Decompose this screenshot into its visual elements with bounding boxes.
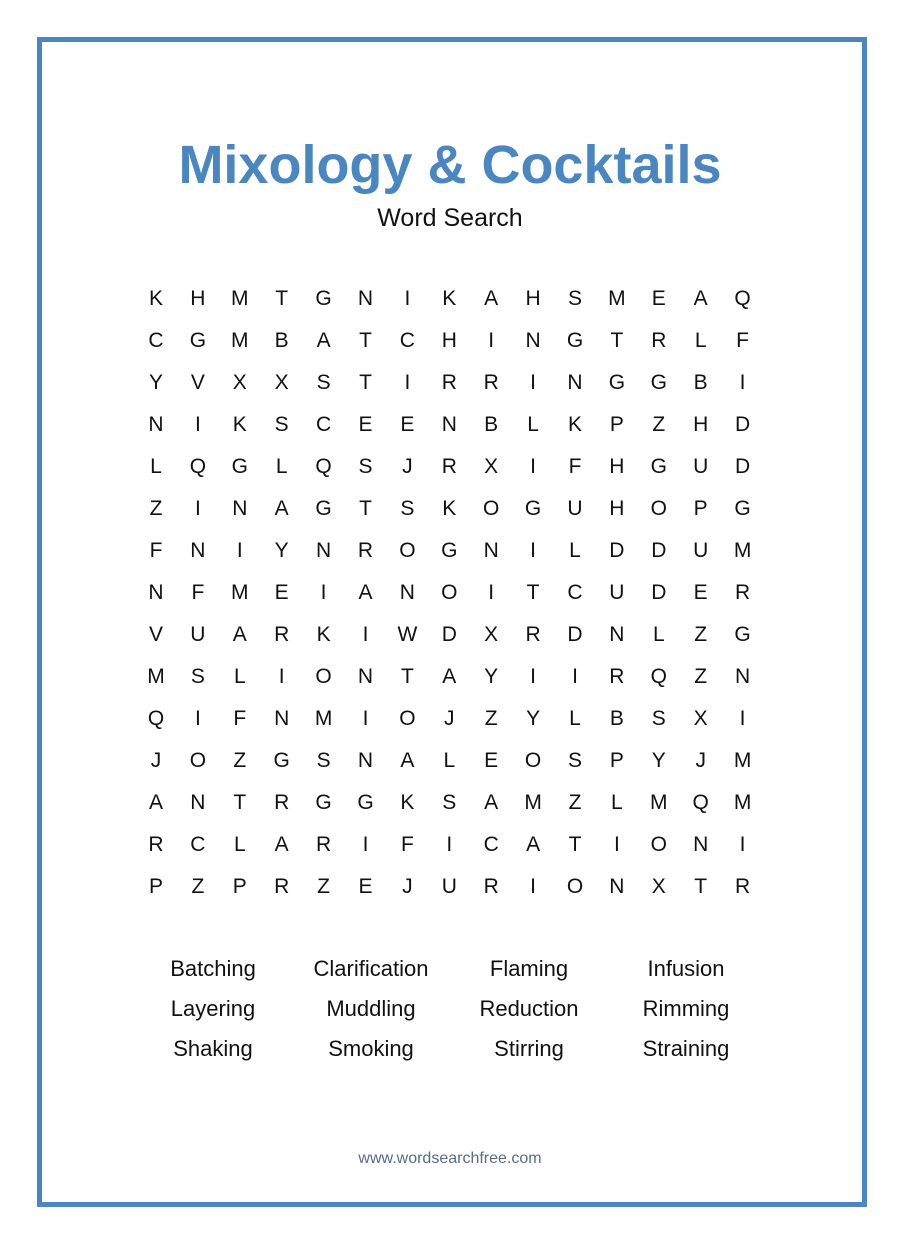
- grid-letter[interactable]: R: [483, 875, 499, 898]
- grid-letter[interactable]: R: [357, 539, 374, 562]
- grid-letter[interactable]: Z: [233, 749, 247, 772]
- grid-letter[interactable]: G: [608, 371, 626, 394]
- grid-letter[interactable]: N: [609, 623, 625, 646]
- grid-letter[interactable]: P: [693, 497, 708, 520]
- grid-letter[interactable]: K: [148, 287, 163, 310]
- grid-letter[interactable]: G: [524, 497, 542, 520]
- word-list-item: Rimming: [642, 996, 730, 1021]
- grid-letter[interactable]: R: [735, 581, 751, 604]
- grid-letter[interactable]: A: [526, 833, 541, 856]
- grid-letter[interactable]: Z: [191, 875, 205, 898]
- grid-letter[interactable]: A: [148, 791, 163, 814]
- word-list-item: Straining: [642, 1036, 730, 1061]
- grid-letter[interactable]: N: [399, 581, 415, 604]
- grid-letter[interactable]: A: [400, 749, 415, 772]
- grid-letter[interactable]: H: [441, 329, 457, 352]
- grid-letter[interactable]: F: [736, 329, 749, 352]
- grid-letter[interactable]: F: [149, 539, 163, 562]
- grid-letter[interactable]: I: [236, 539, 243, 562]
- grid-letter[interactable]: I: [194, 497, 201, 520]
- grid-letter[interactable]: X: [651, 875, 666, 898]
- word-list-item: Reduction: [479, 996, 579, 1021]
- grid-letter[interactable]: M: [231, 287, 249, 310]
- grid-letter[interactable]: P: [148, 875, 163, 898]
- word-list-item: Smoking: [328, 1036, 414, 1061]
- grid-letter[interactable]: Z: [694, 623, 708, 646]
- grid-letter[interactable]: X: [484, 623, 499, 646]
- grid-letter[interactable]: K: [442, 287, 457, 310]
- grid-letter[interactable]: G: [441, 539, 458, 562]
- grid-letter[interactable]: T: [359, 371, 372, 394]
- grid-letter[interactable]: I: [320, 581, 327, 604]
- grid-letter[interactable]: U: [693, 539, 709, 562]
- grid-letter[interactable]: O: [399, 707, 416, 730]
- grid-letter[interactable]: I: [530, 665, 537, 688]
- grid-letter[interactable]: P: [609, 749, 624, 772]
- grid-letter[interactable]: A: [316, 329, 331, 352]
- grid-letter[interactable]: I: [362, 623, 369, 646]
- grid-letter[interactable]: T: [359, 497, 372, 520]
- grid-letter[interactable]: M: [524, 791, 542, 814]
- grid-letter[interactable]: S: [651, 707, 666, 730]
- grid-letter[interactable]: W: [397, 623, 418, 646]
- grid-letter[interactable]: Q: [147, 707, 165, 730]
- grid-letter[interactable]: J: [150, 749, 162, 772]
- grid-letter[interactable]: N: [525, 329, 541, 352]
- grid-letter[interactable]: L: [233, 833, 246, 856]
- grid-letter[interactable]: A: [274, 833, 289, 856]
- grid-letter[interactable]: Y: [274, 539, 289, 562]
- grid-letter[interactable]: L: [527, 413, 539, 436]
- grid-letter[interactable]: L: [443, 749, 456, 772]
- grid-letter[interactable]: R: [274, 875, 290, 898]
- grid-letter[interactable]: K: [232, 413, 247, 436]
- grid-letter[interactable]: O: [315, 665, 332, 688]
- grid-letter[interactable]: N: [190, 539, 206, 562]
- grid-letter[interactable]: H: [693, 413, 709, 436]
- grid-letter[interactable]: N: [357, 287, 374, 310]
- grid-letter[interactable]: B: [274, 329, 289, 352]
- grid-letter[interactable]: Z: [317, 875, 330, 898]
- grid-letter[interactable]: N: [483, 539, 499, 562]
- grid-letter[interactable]: A: [274, 497, 289, 520]
- grid-letter[interactable]: M: [733, 791, 752, 814]
- grid-letter[interactable]: S: [316, 371, 331, 394]
- grid-letter[interactable]: Z: [694, 665, 708, 688]
- grid-letter[interactable]: T: [694, 875, 708, 898]
- grid-letter[interactable]: Q: [734, 287, 751, 310]
- grid-letter[interactable]: E: [358, 413, 373, 436]
- word-list-item: Flaming: [489, 956, 569, 981]
- grid-letter[interactable]: H: [609, 497, 625, 520]
- grid-letter[interactable]: A: [484, 287, 499, 310]
- grid-letter[interactable]: G: [315, 791, 332, 814]
- grid-letter[interactable]: O: [650, 497, 667, 520]
- grid-letter[interactable]: N: [693, 833, 709, 856]
- grid-letter[interactable]: G: [231, 455, 248, 478]
- grid-letter[interactable]: T: [526, 581, 540, 604]
- grid-letter[interactable]: N: [357, 749, 374, 772]
- grid-letter[interactable]: M: [733, 539, 752, 562]
- grid-letter[interactable]: H: [190, 287, 206, 310]
- grid-letter[interactable]: C: [483, 833, 499, 856]
- grid-letter[interactable]: E: [693, 581, 708, 604]
- grid-letter[interactable]: G: [650, 455, 667, 478]
- grid-letter[interactable]: T: [400, 665, 414, 688]
- grid-letter[interactable]: X: [274, 371, 289, 394]
- grid-letter[interactable]: M: [733, 749, 752, 772]
- grid-letter[interactable]: C: [567, 581, 583, 604]
- grid-letter[interactable]: P: [232, 875, 247, 898]
- grid-letter[interactable]: I: [404, 371, 411, 394]
- grid-letter[interactable]: I: [530, 875, 537, 898]
- grid-letter[interactable]: L: [275, 455, 288, 478]
- grid-letter[interactable]: K: [442, 497, 457, 520]
- grid-letter[interactable]: N: [609, 875, 625, 898]
- grid-letter[interactable]: N: [148, 413, 164, 436]
- grid-letter[interactable]: D: [609, 539, 625, 562]
- grid-letter[interactable]: N: [232, 497, 248, 520]
- grid-letter[interactable]: Q: [189, 455, 207, 478]
- grid-letter[interactable]: R: [483, 371, 499, 394]
- grid-letter[interactable]: C: [316, 413, 332, 436]
- grid-letter[interactable]: Q: [692, 791, 709, 814]
- grid-letter[interactable]: P: [609, 413, 624, 436]
- grid-letter[interactable]: Y: [484, 665, 499, 688]
- grid-letter[interactable]: E: [400, 413, 415, 436]
- grid-letter[interactable]: S: [190, 665, 205, 688]
- grid-letter[interactable]: N: [735, 665, 751, 688]
- grid-letter[interactable]: R: [525, 623, 541, 646]
- grid-letter[interactable]: J: [695, 749, 706, 772]
- grid-letter[interactable]: R: [274, 623, 290, 646]
- grid-letter[interactable]: R: [651, 329, 667, 352]
- word-list-item: Shaking: [173, 1036, 253, 1061]
- grid-letter[interactable]: F: [568, 455, 582, 478]
- grid-letter[interactable]: B: [484, 413, 499, 436]
- grid-letter[interactable]: I: [488, 329, 495, 352]
- grid-letter[interactable]: G: [734, 623, 751, 646]
- grid-letter[interactable]: D: [567, 623, 583, 646]
- grid-letter[interactable]: I: [362, 707, 369, 730]
- grid-letter[interactable]: T: [359, 329, 372, 352]
- grid-letter[interactable]: O: [483, 497, 500, 520]
- grid-letter[interactable]: U: [567, 497, 583, 520]
- grid-letter[interactable]: V: [190, 371, 205, 394]
- grid-letter[interactable]: G: [189, 329, 207, 352]
- grid-letter[interactable]: V: [148, 623, 163, 646]
- grid-letter[interactable]: X: [693, 707, 708, 730]
- grid-letter[interactable]: F: [191, 581, 205, 604]
- grid-letter[interactable]: S: [274, 413, 289, 436]
- grid-letter[interactable]: I: [194, 707, 201, 730]
- grid-letter[interactable]: B: [693, 371, 708, 394]
- grid-letter[interactable]: A: [484, 791, 499, 814]
- grid-letter[interactable]: Y: [148, 371, 163, 394]
- grid-letter[interactable]: N: [567, 371, 583, 394]
- grid-letter[interactable]: N: [148, 581, 164, 604]
- grid-letter[interactable]: T: [275, 287, 289, 310]
- grid-letter[interactable]: A: [693, 287, 708, 310]
- grid-letter[interactable]: T: [568, 833, 582, 856]
- grid-letter[interactable]: I: [739, 371, 746, 394]
- grid-letter[interactable]: G: [566, 329, 584, 352]
- grid-letter[interactable]: Q: [650, 665, 667, 688]
- grid-letter[interactable]: I: [739, 833, 746, 856]
- grid-letter[interactable]: S: [567, 749, 582, 772]
- grid-letter[interactable]: R: [441, 371, 457, 394]
- grid-letter[interactable]: G: [650, 371, 667, 394]
- grid-letter[interactable]: T: [233, 791, 247, 814]
- grid-letter[interactable]: H: [525, 287, 541, 310]
- grid-letter[interactable]: Z: [484, 707, 498, 730]
- grid-letter[interactable]: C: [399, 329, 415, 352]
- grid-letter[interactable]: A: [442, 665, 457, 688]
- grid-letter[interactable]: L: [569, 539, 581, 562]
- grid-letter[interactable]: R: [735, 875, 751, 898]
- grid-letter[interactable]: E: [651, 287, 666, 310]
- page-subtitle: Word Search: [377, 204, 523, 232]
- grid-letter[interactable]: I: [404, 287, 411, 310]
- grid-letter[interactable]: O: [399, 539, 416, 562]
- grid-letter[interactable]: X: [232, 371, 247, 394]
- grid-letter[interactable]: M: [147, 665, 165, 688]
- grid-letter[interactable]: K: [400, 791, 415, 814]
- grid-letter[interactable]: M: [231, 329, 249, 352]
- grid-letter[interactable]: R: [441, 455, 457, 478]
- grid-letter[interactable]: Y: [526, 707, 541, 730]
- grid-letter[interactable]: D: [735, 413, 751, 436]
- grid-letter[interactable]: L: [611, 791, 623, 814]
- word-list-item: Muddling: [326, 996, 416, 1021]
- grid-letter[interactable]: O: [189, 749, 207, 772]
- grid-letter[interactable]: N: [274, 707, 290, 730]
- grid-letter[interactable]: S: [442, 791, 457, 814]
- grid-letter[interactable]: M: [650, 791, 668, 814]
- grid-letter[interactable]: R: [274, 791, 290, 814]
- grid-letter[interactable]: S: [400, 497, 415, 520]
- grid-letter[interactable]: N: [357, 665, 374, 688]
- grid-letter[interactable]: I: [530, 539, 537, 562]
- grid-letter[interactable]: B: [609, 707, 624, 730]
- grid-letter[interactable]: J: [402, 875, 413, 898]
- grid-letter[interactable]: O: [524, 749, 542, 772]
- grid-letter[interactable]: E: [358, 875, 373, 898]
- grid-letter[interactable]: C: [148, 329, 164, 352]
- grid-letter[interactable]: E: [484, 749, 499, 772]
- grid-letter[interactable]: G: [273, 749, 290, 772]
- grid-letter[interactable]: N: [316, 539, 332, 562]
- grid-letter[interactable]: L: [652, 623, 665, 646]
- grid-letter[interactable]: D: [651, 539, 667, 562]
- grid-letter[interactable]: E: [274, 581, 289, 604]
- grid-letter[interactable]: Z: [652, 413, 666, 436]
- grid-letter[interactable]: U: [190, 623, 206, 646]
- grid-letter[interactable]: H: [609, 455, 625, 478]
- grid-letter[interactable]: T: [610, 329, 624, 352]
- grid-letter[interactable]: G: [315, 497, 332, 520]
- grid-letter[interactable]: I: [572, 665, 578, 688]
- grid-letter[interactable]: O: [441, 581, 458, 604]
- grid-letter[interactable]: I: [530, 371, 537, 394]
- grid-letter[interactable]: R: [148, 833, 164, 856]
- grid-letter[interactable]: M: [314, 707, 333, 730]
- grid-letter[interactable]: C: [190, 833, 206, 856]
- grid-letter[interactable]: U: [693, 455, 709, 478]
- grid-letter[interactable]: Q: [315, 455, 332, 478]
- grid-letter[interactable]: F: [400, 833, 414, 856]
- grid-letter[interactable]: I: [739, 707, 746, 730]
- grid-letter[interactable]: J: [402, 455, 413, 478]
- grid-letter[interactable]: I: [488, 581, 495, 604]
- grid-letter[interactable]: U: [609, 581, 625, 604]
- grid-letter[interactable]: L: [694, 329, 707, 352]
- grid-letter[interactable]: I: [278, 665, 285, 688]
- grid-letter[interactable]: K: [567, 413, 582, 436]
- grid-letter[interactable]: I: [362, 833, 369, 856]
- word-list-item: Batching: [170, 956, 256, 981]
- grid-letter[interactable]: D: [441, 623, 457, 646]
- grid-letter[interactable]: R: [609, 665, 625, 688]
- grid-letter[interactable]: M: [608, 287, 626, 310]
- grid-letter[interactable]: D: [651, 581, 667, 604]
- grid-letter[interactable]: X: [484, 455, 499, 478]
- word-list-item: Layering: [170, 996, 256, 1021]
- grid-letter[interactable]: R: [316, 833, 332, 856]
- grid-letter[interactable]: F: [233, 707, 247, 730]
- word-list-item: Infusion: [647, 956, 725, 981]
- word-list-item: Clarification: [313, 956, 429, 981]
- grid-letter[interactable]: S: [316, 749, 331, 772]
- grid-letter[interactable]: A: [358, 581, 373, 604]
- footer-url[interactable]: www.wordsearchfree.com: [358, 1150, 542, 1167]
- grid-letter[interactable]: I: [194, 413, 201, 436]
- grid-letter[interactable]: I: [446, 833, 453, 856]
- grid-letter[interactable]: S: [358, 455, 373, 478]
- grid-letter[interactable]: G: [315, 287, 332, 310]
- grid-letter[interactable]: O: [566, 875, 584, 898]
- grid-letter[interactable]: S: [567, 287, 582, 310]
- grid-letter[interactable]: L: [150, 455, 162, 478]
- grid-letter[interactable]: A: [232, 623, 247, 646]
- grid-letter[interactable]: G: [357, 791, 374, 814]
- grid-letter[interactable]: N: [441, 413, 457, 436]
- grid-letter[interactable]: Y: [651, 749, 666, 772]
- grid-letter[interactable]: Z: [568, 791, 582, 814]
- grid-letter[interactable]: L: [569, 707, 581, 730]
- grid-letter[interactable]: I: [613, 833, 620, 856]
- grid-letter[interactable]: Z: [149, 497, 163, 520]
- grid-letter[interactable]: I: [530, 455, 537, 478]
- grid-letter[interactable]: U: [441, 875, 457, 898]
- grid-letter[interactable]: O: [650, 833, 667, 856]
- grid-letter[interactable]: G: [734, 497, 751, 520]
- grid-letter[interactable]: L: [233, 665, 246, 688]
- word-list-item: Stirring: [494, 1036, 564, 1061]
- grid-letter[interactable]: J: [444, 707, 455, 730]
- grid-letter[interactable]: M: [231, 581, 249, 604]
- grid-letter[interactable]: N: [190, 791, 206, 814]
- page-title: Mixology & Cocktails: [178, 135, 722, 195]
- grid-letter[interactable]: K: [316, 623, 331, 646]
- grid-letter[interactable]: D: [735, 455, 751, 478]
